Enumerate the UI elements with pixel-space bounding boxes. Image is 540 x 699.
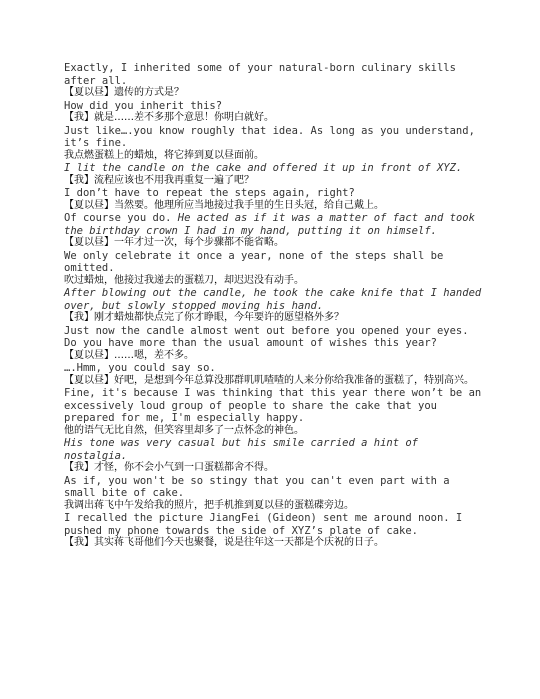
english-line xyxy=(64,475,484,500)
document-body xyxy=(64,62,488,550)
line-text: Of course you do. xyxy=(64,212,178,224)
chinese-line xyxy=(64,237,484,250)
english-line xyxy=(64,162,484,175)
chinese-line xyxy=(64,275,484,288)
chinese-line xyxy=(64,537,484,550)
line-text: I don’t have to repeat the steps again, right? xyxy=(64,187,355,199)
line-text: 【夏以昼】一年才过一次，每个步骤都不能省略。 xyxy=(64,237,284,248)
line-text: Fine, it's because I was thinking that this year there won’t be an excessively loud group of people to share the cake that you prepared for me, I'm especially happy. xyxy=(64,387,488,424)
line-text-italic: He acted as if it was a matter of fact and took the birthday crown I had in my hand, putting it on himself. xyxy=(64,212,482,237)
english-line xyxy=(64,512,484,537)
line-text: After blowing out the candle, he took the cake knife that I handed over, but slowly stopped moving his hand. xyxy=(64,287,488,312)
line-text: Just now the candle almost went out before you opened your eyes. Do you have more than the usual amount of wishes this year? xyxy=(64,324,475,349)
line-text: 【我】流程应该也不用我再重复一遍了吧？ xyxy=(64,174,254,186)
english-line xyxy=(64,62,484,87)
line-text: 他的语气无比自然，但笑容里却多了一点怀念的神色。 xyxy=(64,424,304,436)
line-text: How did you inherit this? xyxy=(64,99,223,112)
chinese-line xyxy=(64,462,484,475)
line-text: We only celebrate it once a year, none of the steps shall be omitted. xyxy=(64,249,450,274)
english-line xyxy=(64,212,484,237)
chinese-line xyxy=(64,175,484,188)
chinese-line xyxy=(64,500,484,513)
english-line xyxy=(64,125,484,150)
line-text: 我点燃蛋糕上的蜡烛，将它捧到夏以昼面前。 xyxy=(64,149,264,161)
line-text: ….Hmm, you could say so. xyxy=(64,362,216,374)
line-text: 我调出蒋飞中午发给我的照片，把手机推到夏以昼的蛋糕碟旁边。 xyxy=(64,499,354,511)
english-line xyxy=(64,187,484,200)
line-text: 【夏以昼】遗传的方式是？ xyxy=(64,87,184,98)
chinese-line xyxy=(64,312,484,325)
line-text: I recalled the picture JiangFei (Gideon) sent me around noon. I pushed my phone towards the side of XYZ’s plate of cake. xyxy=(64,512,469,537)
english-line xyxy=(64,437,484,462)
chinese-line xyxy=(64,375,484,388)
line-text: 【夏以昼】……嗯，差不多。 xyxy=(64,349,194,361)
chinese-line xyxy=(64,350,484,363)
line-text: 吹过蜡烛，他接过我递去的蛋糕刀，却迟迟没有动手。 xyxy=(64,274,304,286)
line-text: Exactly, I inherited some of your natural-born culinary skills after all. xyxy=(64,62,463,87)
line-text: 【夏以昼】当然要。他理所应当地接过我手里的生日头冠，给自己戴上。 xyxy=(64,199,384,211)
line-text: 【我】才怪，你不会小气到一口蛋糕都舍不得。 xyxy=(64,462,274,473)
english-line xyxy=(64,100,484,113)
line-text: 【夏以昼】好吧，是想到今年总算没那群叽叽喳喳的人来分你给我准备的蛋糕了，特别高兴。 xyxy=(64,374,474,386)
english-line xyxy=(64,287,488,312)
line-text: As if, you won't be so stingy that you can't even part with a small bite of cake. xyxy=(64,474,456,499)
line-text: His tone was very casual but his smile carried a hint of nostalgia. xyxy=(64,437,425,462)
english-line xyxy=(64,325,484,350)
english-line xyxy=(64,250,484,275)
line-text: Just like….you know roughly that idea. As long as you understand, it’s fine. xyxy=(64,124,482,149)
line-text: I lit the candle on the cake and offered it up in front of XYZ. xyxy=(64,162,463,174)
chinese-line xyxy=(64,112,484,125)
english-line xyxy=(64,362,484,375)
chinese-line xyxy=(64,87,484,100)
chinese-line xyxy=(64,200,484,213)
line-text: 【我】其实蒋飞哥他们今天也聚餐，说是往年这一天都是个庆祝的日子。 xyxy=(64,537,384,548)
chinese-line xyxy=(64,425,484,438)
line-text: 【我】就是……差不多那个意思！你明白就好。 xyxy=(64,112,274,123)
chinese-line xyxy=(64,150,484,163)
line-text: 【我】刚才蜡烛都快点完了你才睁眼，今年要许的愿望格外多？ xyxy=(64,312,344,323)
english-line xyxy=(64,387,488,425)
